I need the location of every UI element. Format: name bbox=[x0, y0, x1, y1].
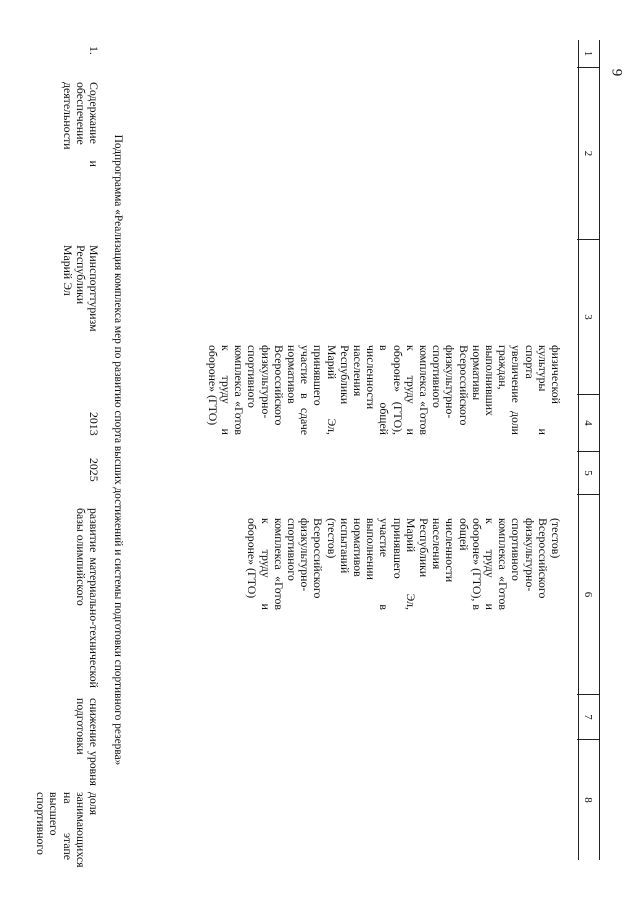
header-col-5: 5 bbox=[577, 452, 599, 495]
row1-end-year: 2025 bbox=[87, 458, 101, 482]
row1-start-year: 2013 bbox=[87, 412, 101, 436]
table-header-row bbox=[578, 40, 600, 860]
row1-result: развитие материально-технической базы олимпийского bbox=[73, 508, 101, 688]
header-col-2: 2 bbox=[577, 68, 599, 240]
header-col-1: 1 bbox=[577, 40, 599, 68]
row1-number: 1. bbox=[87, 46, 101, 55]
page-number: 9 bbox=[608, 68, 625, 77]
cell-col8-continued: (тестов) Всероссийского физкультурно-спортивного комплекса «Готов к труду и обороне» (ГТО), в общей численности населения Республики Марий Эл, принявшего участие в выполнении нормативов испытаний (тестов) Всероссийского физкультурно-спортивного комплекса «Готов к труду и обороне» (ГТО) bbox=[245, 518, 563, 610]
header-col-8: 8 bbox=[582, 797, 594, 803]
header-col-3: 3 bbox=[577, 240, 599, 395]
row1-consequence: снижение уровня подготовки bbox=[73, 698, 101, 786]
subprogram-title: Подпрограмма «Реализация комплекса мер по развитию спорта высших достижений и системы подготовки спортивного резерва» bbox=[112, 134, 124, 766]
header-col-6: 6 bbox=[577, 495, 599, 695]
row1-name: Содержание и обеспечение деятельности bbox=[60, 82, 101, 167]
cell-col6-continued: физической культуры и спорта увеличение доли граждан, выполнивших нормативы Всероссийского физкультурно-спортивного комплекса «Готов к труду и обороне» (ГТО), в общей численности населения Республики Марий Эл, принявшего участие в сдаче нормативов Всероссийского физкультурно-спортивного комплекса «Готов к труду и обороне» (ГТО) bbox=[205, 345, 563, 435]
rotated-table bbox=[34, 40, 600, 868]
header-col-4: 4 bbox=[577, 395, 599, 452]
row1-executor: Минспорттуризм Республики Марий Эл bbox=[60, 245, 101, 332]
header-col-7: 7 bbox=[577, 695, 599, 740]
row1-indicator: доля занимающихся на этапе высшего спортивного bbox=[34, 792, 101, 868]
